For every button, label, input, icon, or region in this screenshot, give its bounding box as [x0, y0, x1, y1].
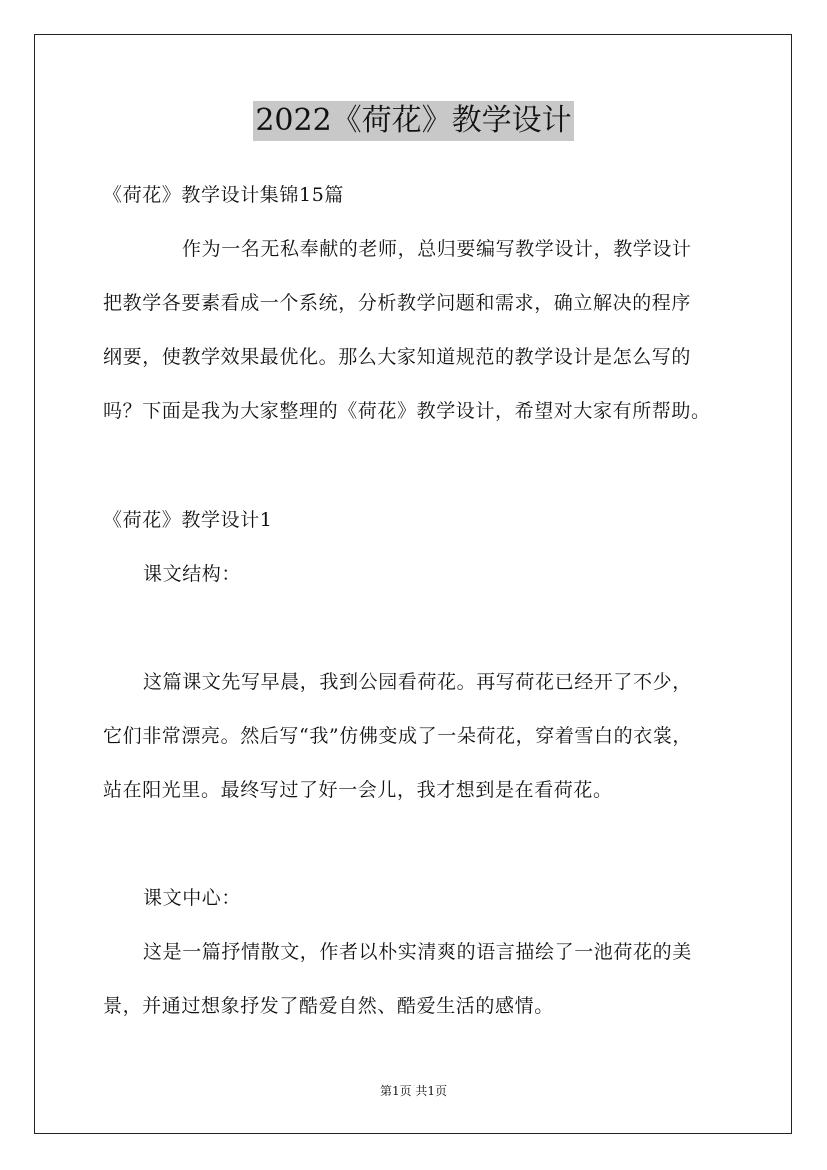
- document-title: 2022《荷花》教学设计: [253, 101, 573, 141]
- center-label: 课文中心：: [143, 887, 242, 909]
- structure-line-1: 这篇课文先写早晨，我到公园看荷花。再写荷花已经开了不少，: [143, 671, 692, 693]
- center-line-2: 景，并通过想象抒发了酷爱自然、酷爱生活的感情。: [103, 995, 554, 1017]
- intro-line-1: 作为一名无私奉献的老师，总归要编写教学设计，教学设计: [182, 238, 692, 260]
- structure-line-3: 站在阳光里。最终写过了好一会儿，我才想到是在看荷花。: [103, 779, 613, 801]
- intro-line-2: 把教学各要素看成一个系统，分析教学问题和需求，确立解决的程序: [103, 292, 692, 314]
- structure-line-2: 它们非常漂亮。然后写“我”仿佛变成了一朵荷花，穿着雪白的衣裳，: [103, 725, 693, 747]
- center-line-1: 这是一篇抒情散文，作者以朴实清爽的语言描绘了一池荷花的美: [143, 941, 692, 963]
- subtitle-line: 《荷花》教学设计集锦15篇: [103, 184, 344, 206]
- title-container: [0, 101, 827, 141]
- intro-line-4: 吗？下面是我为大家整理的《荷花》教学设计，希望对大家有所帮助。: [103, 400, 711, 422]
- intro-line-3: 纲要，使教学效果最优化。那么大家知道规范的教学设计是怎么写的: [103, 346, 692, 368]
- section-heading-1: 《荷花》教学设计1: [103, 509, 273, 531]
- structure-label: 课文结构：: [143, 563, 242, 585]
- page-footer: 第1页 共1页: [379, 1084, 448, 1098]
